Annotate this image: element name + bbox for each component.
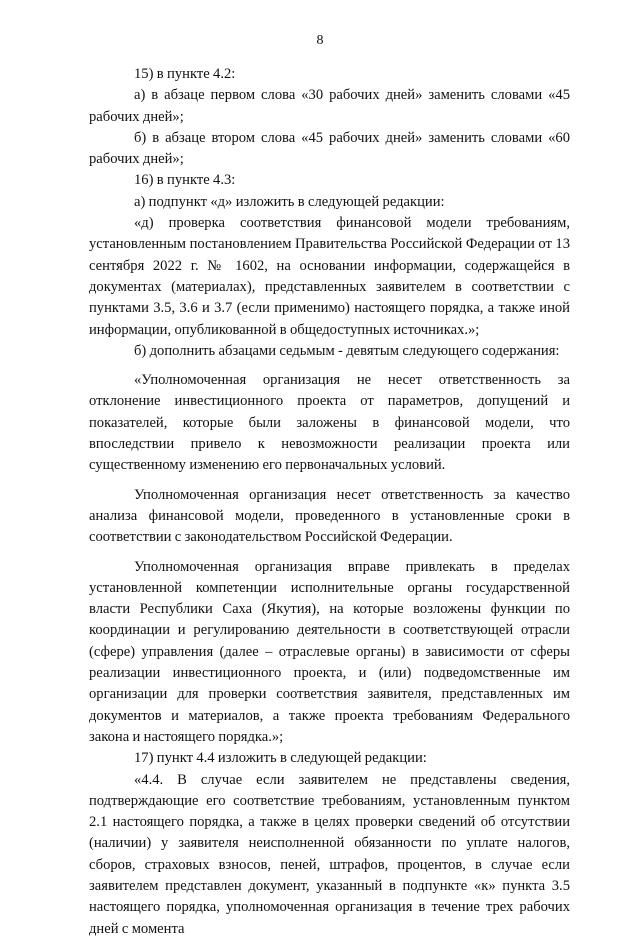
paragraph-item-16a: а) подпункт «д» изложить в следующей редакции: [134,193,445,210]
paragraph-item-17: 17) пункт 4.4 изложить в следующей редакции: [134,750,427,767]
paragraph-quote-responsible: Уполномоченная организация несет ответственность за качество анализа финансовой модели, проведенного в установленные сроки в соответствии с законодательством Российской Федерации. [89,486,570,546]
document-body [89,64,570,940]
paragraph-item-16: 16) в пункте 4.3: [134,172,236,189]
page-number: 8 [316,33,324,48]
paragraph-item-16b: б) дополнить абзацами седьмым - девятым следующего содержания: [134,342,560,359]
paragraph-quote-subpoint-d: «д) проверка соответствия финансовой модели требованиям, установленным постановлением Правительства Российской Федерации от 13 сентября 2022 г. № 1602, на основании информации, содержащейся в документах (материалах), представленных заявителем в соответствии с пунктами 3.5, 3.6 и 3.7 (если применимо) настоящего порядка, а также иной информации, опубликованной в общедоступных источниках.»; [89,215,570,338]
paragraph-item-15: 15) в пункте 4.2: [134,66,236,82]
paragraph-item-15a: а) в абзаце первом слова «30 рабочих дней» заменить словами «45 рабочих дней»; [89,87,570,125]
paragraph-quote-not-responsible: «Уполномоченная организация не несет ответственность за отклонение инвестиционного проекта от параметров, допущений и показателей, которые были заложены в финансовой модели, что впоследствии привело к невозможности реализации проекта или существенному изменению его первоначальных условий. [89,372,570,474]
paragraph-quote-4-4: «4.4. В случае если заявителем не представлены сведения, подтверждающие его соответствие требованиям, установленным пунктом 2.1 настоящего порядка, а также в целях проверки сведений об отсутствии (наличии) у заявителя неисполненной обязанности по уплате налогов, сборов, страховых взносов, пеней, штрафов, процентов, в случае если заявителем представлен документ, указанный в подпункте «к» пункта 3.5 настоящего порядка, уполномоченная организация в течение трех рабочих дней с момента [89,771,570,937]
paragraph-item-15b: б) в абзаце втором слова «45 рабочих дней» заменить словами «60 рабочих дней»; [89,129,570,168]
paragraph-quote-may-involve: Уполномоченная организация вправе привлекать в пределах установленной компетенции исполнительные органы государственной власти Республики Саха (Якутия), на которые возложены функции по координации и регулированию деятельности в соответствующей отрасли (сфере) управления (далее – отраслевые органы) в зависимости от сферы реализации инвестиционного проекта, и (или) подведомственные им организации для проверки соответствия заявителя, представленных им документов и материалов, а также проекта требованиям Федерального закона и настоящего порядка.»; [89,558,570,745]
